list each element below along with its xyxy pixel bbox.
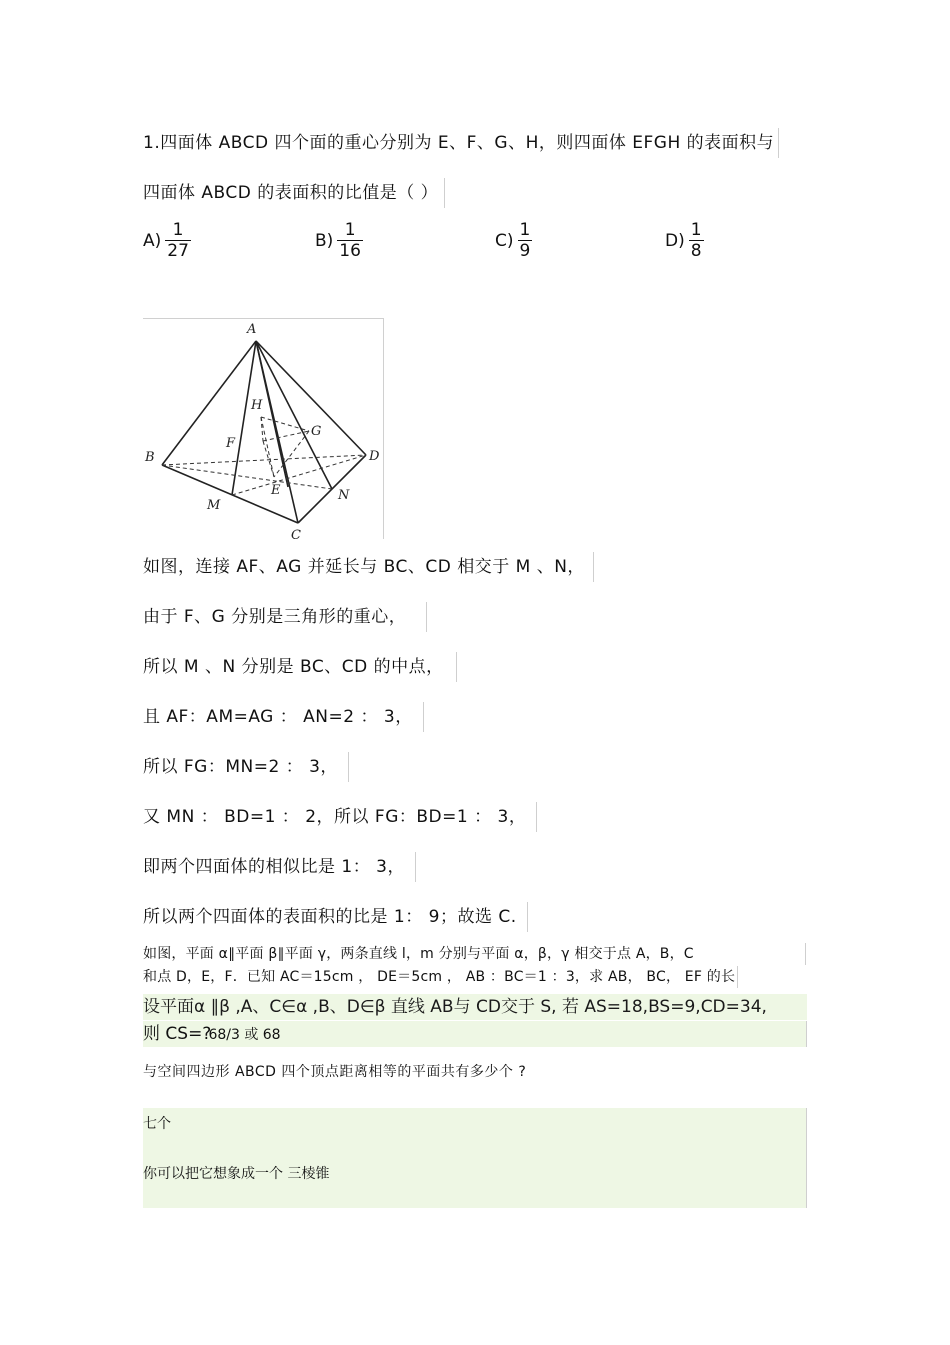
- q3-line-1: 设平面α ∥β ,A、C∈α ,B、D∈β 直线 AB与 CD交于 S, 若 AS=18,BS=9,CD=34,: [143, 994, 807, 1020]
- option-d-numerator: 1: [690, 220, 702, 240]
- option-d-label: D): [665, 230, 685, 251]
- q4-hint: 你可以把它想象成一个 三棱锥: [143, 1166, 330, 1182]
- option-a-denominator: 27: [167, 241, 189, 261]
- q4-answer: 七个: [143, 1116, 171, 1132]
- q4-answer-box: [143, 1108, 807, 1208]
- option-c-label: C): [495, 230, 514, 251]
- q1-line-1: 1.四面体 ABCD 四个面的重心分别为 E、F、G、H，则四面体 EFGH 的表面积与: [143, 128, 779, 158]
- option-b-fraction: [337, 220, 363, 261]
- edge-bd-hidden: [162, 455, 366, 465]
- solution-line-1: 如图，连接 AF、AG 并延长与 BC、CD 相交于 M 、N，: [143, 552, 594, 582]
- solution-line-7: 即两个四面体的相似比是 1： 3，: [143, 852, 416, 882]
- q3-answer-row: [143, 1021, 807, 1047]
- edge-fe: [263, 441, 274, 477]
- option-a: [143, 220, 191, 261]
- option-c-numerator: 1: [519, 220, 531, 240]
- option-d: [665, 220, 704, 261]
- point-label-m: M: [207, 498, 221, 513]
- solution-line-3: 所以 M 、N 分别是 BC、CD 的中点，: [143, 652, 457, 682]
- option-b-denominator: 16: [339, 241, 361, 261]
- edge-he: [261, 417, 274, 477]
- q2-line-1: 如图，平面 α∥平面 β∥平面 γ，两条直线 l，m 分别与平面 α，β，γ 相交于点 A，B，C: [143, 943, 806, 965]
- option-d-fraction: [689, 220, 704, 261]
- vertex-label-c: C: [291, 528, 301, 539]
- tetrahedron-figure: [143, 318, 384, 539]
- edge-ab: [162, 341, 256, 465]
- option-b-numerator: 1: [344, 220, 356, 240]
- vertex-label-b: B: [145, 450, 155, 465]
- point-label-e: E: [271, 483, 281, 498]
- point-label-h: H: [251, 398, 263, 413]
- solution-line-4: 且 AF：AM=AG ： AN=2 ： 3，: [143, 702, 424, 732]
- segment-am: [232, 341, 256, 495]
- point-label-g: G: [311, 424, 322, 439]
- solution-line-6: 又 MN ： BD=1 ： 2，所以 FG：BD=1 ： 3，: [143, 802, 537, 832]
- q1-line-2: 四面体 ABCD 的表面积的比值是（ ）: [143, 178, 445, 208]
- option-c-denominator: 9: [519, 241, 531, 261]
- edge-hg: [261, 417, 309, 431]
- q2-line-2: 和点 D，E，F．已知 AC＝15cm ， DE＝5cm ， AB ：BC＝1 ：3，求 AB， BC， EF 的长: [143, 966, 738, 988]
- option-a-label: A): [143, 230, 162, 251]
- segment-an: [256, 341, 332, 489]
- solution-line-2: 由于 F、G 分别是三角形的重心，: [143, 602, 427, 632]
- point-label-n: N: [338, 488, 350, 503]
- option-a-fraction: [165, 220, 191, 261]
- q3-question-tail: 则 CS=?: [143, 1024, 212, 1044]
- point-label-f: F: [226, 436, 236, 451]
- segment-bn-hidden: [162, 465, 332, 489]
- q3-answer: 68/3 或 68: [208, 1027, 281, 1043]
- solution-line-5: 所以 FG：MN=2 ： 3，: [143, 752, 349, 782]
- option-b: [315, 220, 363, 261]
- option-b-label: B): [315, 230, 334, 251]
- q4-question: 与空间四边形 ABCD 四个顶点距离相等的平面共有多少个 ?: [143, 1064, 527, 1080]
- option-c-fraction: [518, 220, 533, 261]
- option-a-numerator: 1: [172, 220, 184, 240]
- vertex-label-a: A: [247, 322, 257, 337]
- option-d-denominator: 8: [690, 241, 702, 261]
- option-c: [495, 220, 532, 261]
- vertex-label-d: D: [369, 449, 380, 464]
- tetrahedron-diagram: [143, 319, 383, 539]
- solution-line-8: 所以两个四面体的表面积的比是 1： 9；故选 C.: [143, 902, 528, 932]
